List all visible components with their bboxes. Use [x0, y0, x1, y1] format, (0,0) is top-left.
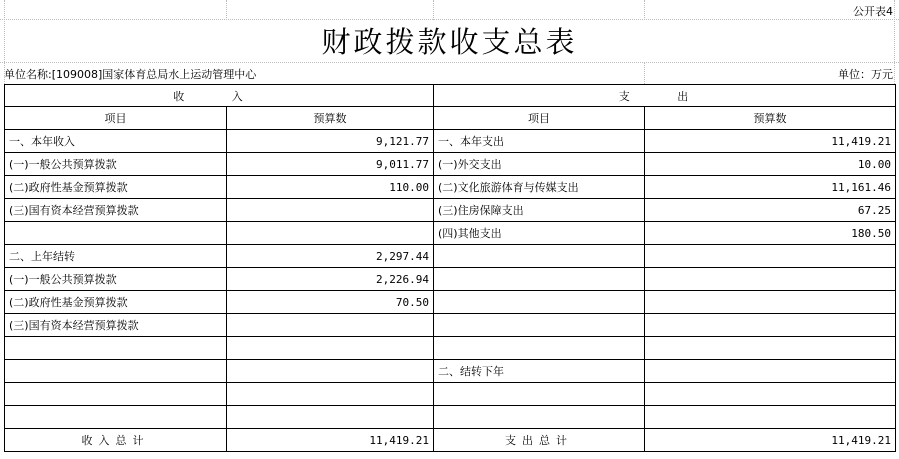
- income-value-cell: [227, 337, 434, 360]
- expense-value-cell: [645, 337, 896, 360]
- total-row: [5, 429, 896, 452]
- income-value-cell: 70.50: [227, 291, 434, 314]
- expense-item-cell: [434, 268, 645, 291]
- income-item-cell: [5, 337, 227, 360]
- expense-item-cell: [434, 291, 645, 314]
- table-row: [5, 383, 896, 406]
- grid-line: [644, 62, 645, 84]
- table-row: [5, 130, 896, 153]
- table-row: [5, 337, 896, 360]
- grid-line: [433, 0, 434, 20]
- expense-item-cell: (一)外交支出: [434, 153, 645, 176]
- expense-item-cell: [434, 245, 645, 268]
- expense-total-value: 11,419.21: [645, 429, 896, 452]
- expense-item-cell: [434, 383, 645, 406]
- expense-value-cell: 67.25: [645, 199, 896, 222]
- grid-line: [226, 0, 227, 20]
- income-value-cell: [227, 360, 434, 383]
- page-title: 财政拨款收支总表: [321, 25, 578, 59]
- table-row: [5, 406, 896, 429]
- income-value-cell: [227, 199, 434, 222]
- expense-item-cell: 一、本年支出: [434, 130, 645, 153]
- table-row: [5, 176, 896, 199]
- expense-value-cell: 10.00: [645, 153, 896, 176]
- form-number: 公开表4: [853, 5, 893, 18]
- income-item-cell: (一)一般公共预算拨款: [5, 153, 227, 176]
- expense-item-cell: (三)住房保障支出: [434, 199, 645, 222]
- income-item-cell: 二、上年结转: [5, 245, 227, 268]
- expense-value-cell: [645, 314, 896, 337]
- expense-value-cell: [645, 383, 896, 406]
- income-value-cell: [227, 383, 434, 406]
- expense-item-cell: 二、结转下年: [434, 360, 645, 383]
- currency-unit: 单位：万元: [838, 68, 893, 81]
- income-item-cell: [5, 383, 227, 406]
- income-value-cell: 9,011.77: [227, 153, 434, 176]
- table-row: [5, 153, 896, 176]
- income-item-cell: 一、本年收入: [5, 130, 227, 153]
- expense-value-cell: [645, 406, 896, 429]
- income-item-cell: [5, 406, 227, 429]
- expense-total-label: 支出总计: [434, 429, 645, 452]
- expense-value-cell: [645, 360, 896, 383]
- income-budget-header: 预算数: [227, 107, 434, 130]
- income-item-cell: [5, 222, 227, 245]
- expense-value-cell: 180.50: [645, 222, 896, 245]
- expense-item-cell: [434, 406, 645, 429]
- table-row: [5, 314, 896, 337]
- column-header-row: [5, 107, 896, 130]
- income-value-cell: 2,297.44: [227, 245, 434, 268]
- table-row: [5, 360, 896, 383]
- table-row: [5, 291, 896, 314]
- income-total-value: 11,419.21: [227, 429, 434, 452]
- income-value-cell: 9,121.77: [227, 130, 434, 153]
- grid-line: [0, 62, 899, 63]
- expense-header: 支 出: [434, 85, 896, 107]
- income-item-cell: (二)政府性基金预算拨款: [5, 176, 227, 199]
- income-item-cell: (一)一般公共预算拨款: [5, 268, 227, 291]
- income-value-cell: 2,226.94: [227, 268, 434, 291]
- budget-table: [4, 84, 896, 452]
- expense-item-cell: [434, 314, 645, 337]
- expense-value-cell: [645, 268, 896, 291]
- income-item-header: 项目: [5, 107, 227, 130]
- income-value-cell: [227, 222, 434, 245]
- table-row: [5, 245, 896, 268]
- income-header: 收 入: [5, 85, 434, 107]
- expense-item-cell: (二)文化旅游体育与传媒支出: [434, 176, 645, 199]
- expense-value-cell: 11,419.21: [645, 130, 896, 153]
- expense-item-header: 项目: [434, 107, 645, 130]
- expense-budget-header: 预算数: [645, 107, 896, 130]
- income-value-cell: [227, 406, 434, 429]
- income-item-cell: (二)政府性基金预算拨款: [5, 291, 227, 314]
- table-row: [5, 222, 896, 245]
- income-total-label: 收入总计: [5, 429, 227, 452]
- income-value-cell: [227, 314, 434, 337]
- income-item-cell: [5, 360, 227, 383]
- unit-name: 单位名称:[109008]国家体育总局水上运动管理中心: [4, 68, 257, 81]
- grid-line: [644, 0, 645, 20]
- expense-value-cell: 11,161.46: [645, 176, 896, 199]
- income-item-cell: (三)国有资本经营预算拨款: [5, 314, 227, 337]
- income-value-cell: 110.00: [227, 176, 434, 199]
- expense-item-cell: (四)其他支出: [434, 222, 645, 245]
- section-header-row: [5, 85, 896, 107]
- table-row: [5, 199, 896, 222]
- expense-value-cell: [645, 245, 896, 268]
- expense-value-cell: [645, 291, 896, 314]
- table-row: [5, 268, 896, 291]
- expense-item-cell: [434, 337, 645, 360]
- income-item-cell: (三)国有资本经营预算拨款: [5, 199, 227, 222]
